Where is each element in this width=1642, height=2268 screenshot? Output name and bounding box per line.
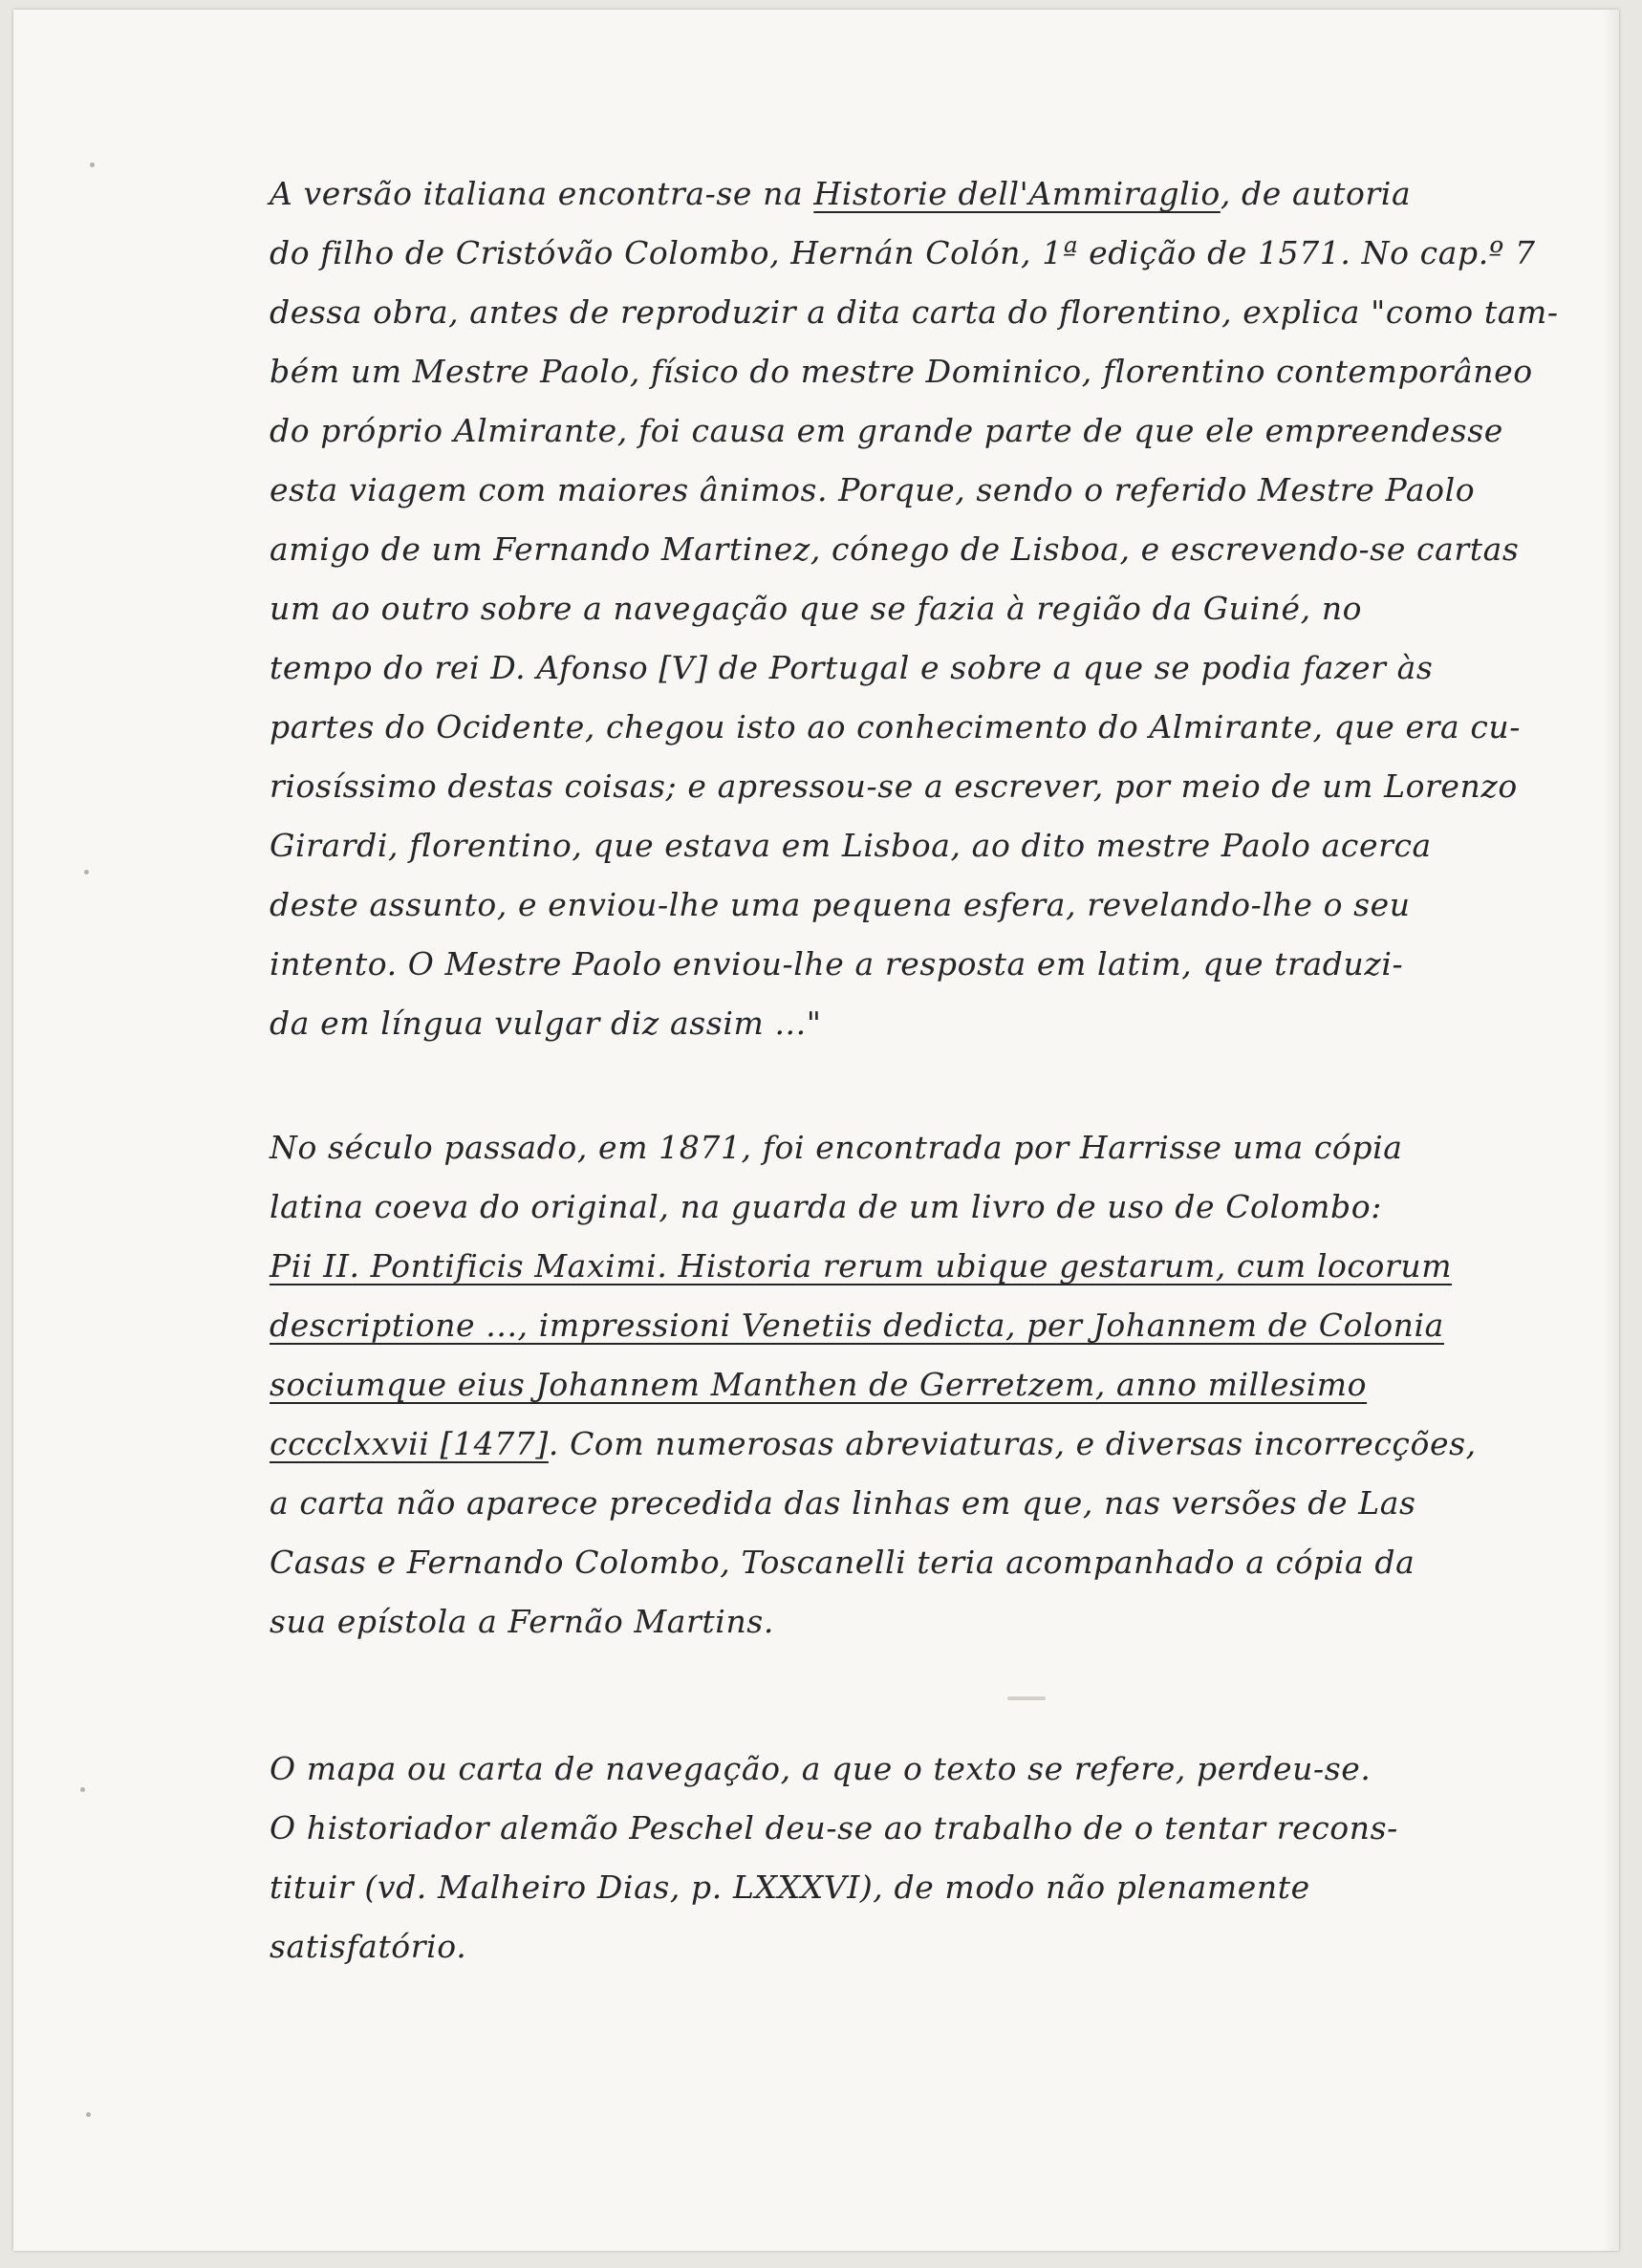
text-segment: latina coeva do original, na guarda de um livro de uso de Colombo: [270, 1188, 1382, 1225]
underlined-text: Pii II. Pontificis Maximi. Historia rerum ubique gestarum, cum locorum [270, 1247, 1453, 1285]
paper-sheet [13, 10, 1619, 2251]
underlined-text: cccclxxvii [1477] [270, 1425, 549, 1462]
paper-speck [84, 870, 89, 875]
text-line [270, 994, 1569, 1053]
text-line [270, 698, 1569, 757]
text-segment: amigo de um Fernando Martinez, cónego de Lisboa, e escrevendo-se cartas [270, 530, 1520, 568]
text-segment: deste assunto, e enviou-lhe uma pequena esfera, revelando-lhe o seu [270, 886, 1411, 923]
text-line [270, 816, 1569, 875]
text-segment: partes do Ocidente, chegou isto ao conhecimento do Almirante, que era cu- [270, 708, 1522, 745]
text-line [270, 1592, 1569, 1652]
text-line [270, 342, 1569, 401]
text-segment: A versão italiana encontra-se na [270, 175, 814, 212]
text-segment: esta viagem com maiores ânimos. Porque, sendo o referido Mestre Paolo [270, 471, 1476, 508]
text-line [270, 1474, 1569, 1533]
paper-edge-shadow [1602, 10, 1619, 2251]
text-line [270, 224, 1569, 283]
text-line [270, 1118, 1569, 1177]
text-segment: bém um Mestre Paolo, físico do mestre Dominico, florentino contemporâneo [270, 353, 1533, 390]
text-line [270, 1739, 1569, 1799]
text-line [270, 1237, 1569, 1296]
text-line [270, 1858, 1569, 1917]
text-line [270, 520, 1569, 579]
paper-speck [86, 2112, 91, 2117]
underlined-text: Historie dell'Ammiraglio [813, 175, 1221, 212]
underlined-text: descriptione ..., impressioni Venetiis dedicta, per Johannem de Colonia [270, 1307, 1444, 1344]
text-line [270, 935, 1569, 994]
text-segment: a carta não aparece precedida das linhas em que, nas versões de Las [270, 1484, 1416, 1522]
ink-mark [1007, 1696, 1046, 1700]
text-segment: do próprio Almirante, foi causa em grande parte de que ele empreendesse [270, 412, 1503, 449]
text-line [270, 579, 1569, 638]
text-segment: da em língua vulgar diz assim ..." [270, 1004, 822, 1042]
text-line [270, 1799, 1569, 1858]
text-line [270, 1177, 1569, 1237]
text-segment: , de autoria [1220, 175, 1412, 212]
text-line [270, 164, 1569, 224]
text-line [270, 1917, 1569, 1976]
paragraph-3 [270, 1739, 1569, 1976]
text-segment: riosíssimo destas coisas; e apressou-se a escrever, por meio de um Lorenzo [270, 767, 1518, 805]
text-line [270, 283, 1569, 342]
text-line [270, 461, 1569, 520]
text-segment: do filho de Cristóvão Colombo, Hernán Colón, 1ª edição de 1571. No cap.º 7 [270, 234, 1536, 271]
text-line [270, 638, 1569, 698]
paper-speck [90, 162, 95, 167]
text-segment: tempo do rei D. Afonso [V] de Portugal e sobre a que se podia fazer às [270, 649, 1434, 686]
text-line [270, 1533, 1569, 1592]
text-segment: Girardi, florentino, que estava em Lisboa, ao dito mestre Paolo acerca [270, 827, 1432, 864]
paragraph-1 [270, 164, 1569, 1053]
text-segment: intento. O Mestre Paolo enviou-lhe a resposta em latim, que traduzi- [270, 945, 1404, 983]
text-segment: dessa obra, antes de reproduzir a dita carta do florentino, explica "como tam- [270, 293, 1559, 331]
paper-speck [80, 1787, 85, 1792]
text-segment: No século passado, em 1871, foi encontrada por Harrisse uma cópia [270, 1129, 1403, 1166]
text-line [270, 401, 1569, 461]
underlined-text: sociumque eius Johannem Manthen de Gerretzem, anno millesimo [270, 1366, 1368, 1403]
text-line [270, 875, 1569, 935]
text-segment: sua epístola a Fernão Martins. [270, 1603, 774, 1640]
text-line [270, 1355, 1569, 1415]
text-segment: Casas e Fernando Colombo, Toscanelli teria acompanhado a cópia da [270, 1544, 1415, 1581]
text-segment: satisfatório. [270, 1928, 467, 1965]
text-line [270, 1415, 1569, 1474]
text-segment: tituir (vd. Malheiro Dias, p. LXXXVI), de modo não plenamente [270, 1868, 1310, 1906]
text-segment: um ao outro sobre a navegação que se fazia à região da Guiné, no [270, 590, 1363, 627]
text-line [270, 1296, 1569, 1355]
paragraph-2 [270, 1118, 1569, 1652]
text-line [270, 757, 1569, 816]
text-segment: O mapa ou carta de navegação, a que o texto se refere, perdeu-se. [270, 1750, 1372, 1787]
text-segment: O historiador alemão Peschel deu-se ao trabalho de o tentar recons- [270, 1809, 1398, 1847]
text-segment: . Com numerosas abreviaturas, e diversas incorrecções, [548, 1425, 1477, 1462]
